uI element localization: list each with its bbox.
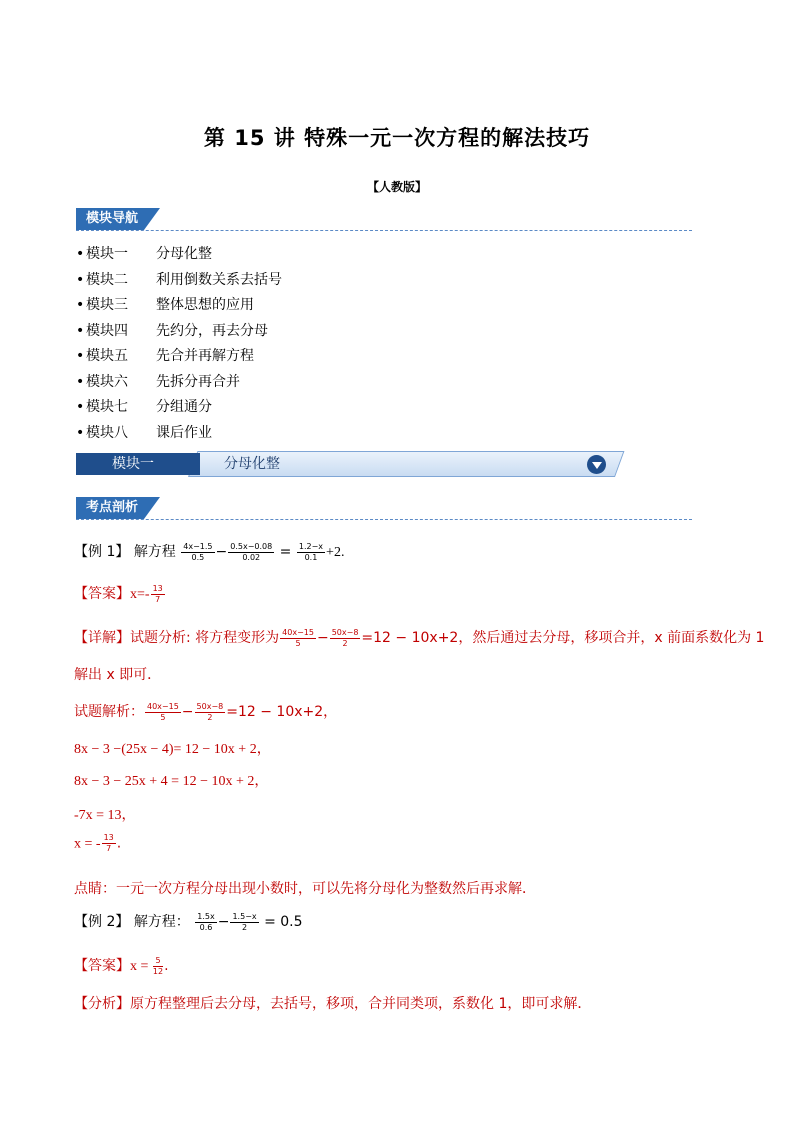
edition-label: 【人教版】 xyxy=(366,180,427,194)
example2-prompt: 解方程： xyxy=(133,914,190,930)
example1-label: 【例 1】 xyxy=(74,544,130,560)
section-tag xyxy=(76,497,160,519)
detail-label: 【详解】 xyxy=(74,630,130,646)
module-topic: 先拆分再合并 xyxy=(156,373,240,390)
example1-fraction-1: $\frac{4x-1.5}{0.5}$ xyxy=(183,541,213,562)
module-number: 模块七 xyxy=(86,399,128,415)
bullet-icon: • xyxy=(76,399,85,415)
chevron-down-icon[interactable] xyxy=(587,455,606,474)
solution-fraction-1: $\frac{40x-15}{5}$ xyxy=(147,701,179,722)
answer-label: 【答案】 xyxy=(74,586,130,602)
module-topic: 利用倒数关系去括号 xyxy=(156,271,282,288)
module-topic: 整体思想的应用 xyxy=(156,297,254,313)
module-list-item[interactable] xyxy=(76,370,282,396)
module-list-item[interactable] xyxy=(76,293,282,319)
example1-fraction-3: $\frac{1.2-x}{0.1}$ xyxy=(298,541,324,562)
answer2-label: 【答案】 xyxy=(74,958,130,974)
example2-label: 【例 2】 xyxy=(74,914,130,930)
example1-detail-cont: 解出 x 即可． xyxy=(74,667,162,683)
module-number: 模块四 xyxy=(86,322,128,339)
bullet-icon: • xyxy=(76,348,85,364)
module-list xyxy=(76,242,282,446)
solution-step-4: x = - $\frac{13}{7}$ . xyxy=(74,833,122,853)
module-banner[interactable] xyxy=(76,451,615,477)
module-number: 模块五 xyxy=(86,348,128,364)
module-number: 模块六 xyxy=(86,373,128,390)
module-list-item[interactable] xyxy=(76,421,282,447)
solution-step-1: 8x − 3 −(25x − 4)= 12 − 10x + 2， xyxy=(74,742,271,757)
answer2-fraction: $\frac{5}{12}$ xyxy=(152,955,164,976)
solution-fraction-2: $\frac{50x-8}{2}$ xyxy=(196,701,224,722)
detail-fraction-2: $\frac{50x-8}{2}$ xyxy=(331,627,359,648)
module-number: 模块三 xyxy=(86,297,128,313)
detail-fraction-1: $\frac{40x-15}{5}$ xyxy=(282,627,314,648)
module-topic: 课后作业 xyxy=(156,424,212,441)
bullet-icon: • xyxy=(76,424,85,441)
example1-prompt: 解方程 xyxy=(133,544,176,560)
example2-fraction-1: $\frac{1.5x}{0.6}$ xyxy=(197,911,215,932)
nav-divider xyxy=(76,230,692,231)
section-tag-tail xyxy=(144,497,160,519)
example2-answer: 【答案】x = $\frac{5}{12}$ . xyxy=(74,955,169,976)
module-topic: 分组通分 xyxy=(156,399,212,415)
step4-fraction: $\frac{13}{7}$ xyxy=(103,833,114,853)
example1-fraction-2: $\frac{0.5x-0.08}{0.02}$ xyxy=(230,541,273,562)
module-list-item[interactable] xyxy=(76,319,282,345)
nav-tag-label: 模块导航 xyxy=(76,208,144,230)
module-number: 模块二 xyxy=(86,271,128,288)
bullet-icon: • xyxy=(76,373,85,390)
example1-detail: 【详解】试题分析: 将方程变形为 $\frac{40x-15}{5}$ − $\frac{50x-8}{2}$ =12 − 10x+2，然后通过去分母，移项合并，x 前面系数化为 1 xyxy=(74,627,765,648)
module-number: 模块一 xyxy=(86,246,128,262)
nav-tag xyxy=(76,208,160,230)
bullet-icon: • xyxy=(76,322,85,339)
example1-remark: 点睛：一元一次方程分母出现小数时，可以先将分母化为整数然后再求解． xyxy=(74,881,536,897)
module-list-item[interactable] xyxy=(76,344,282,370)
module-number: 模块八 xyxy=(86,424,128,441)
module-banner-tab: 模块一 xyxy=(76,453,200,475)
example2-question: 【例 2】 解方程： $\frac{1.5x}{0.6}$ − $\frac{1.5-x}{2}$ = 0.5 xyxy=(74,911,303,932)
page-title: 第 15 讲 特殊一元一次方程的解法技巧 xyxy=(203,126,591,150)
solution-step-2: 8x − 3 − 25x + 4 = 12 − 10x + 2， xyxy=(74,774,269,789)
module-banner-title: 分母化整 xyxy=(224,456,280,472)
example1-answer: 【答案】x=- $\frac{13}{7}$ xyxy=(74,583,163,604)
example1-question: 【例 1】 解方程 $\frac{4x-1.5}{0.5}$ − $\frac{0.5x-0.08}{0.02}$ = $\frac{1.2-x}{0.1}$ +2. xyxy=(74,541,345,562)
solution-step-3: -7x = 13， xyxy=(74,808,136,823)
module-topic: 先约分，再去分母 xyxy=(156,322,268,339)
module-list-item[interactable] xyxy=(76,395,282,421)
solution-label: 试题解析： xyxy=(74,704,144,720)
module-list-item[interactable] xyxy=(76,242,282,268)
answer-fraction: $\frac{13}{7}$ xyxy=(152,583,163,604)
section-tag-label: 考点剖析 xyxy=(76,497,144,519)
bullet-icon: • xyxy=(76,246,85,262)
bullet-icon: • xyxy=(76,297,85,313)
analysis-label: 【分析】 xyxy=(74,996,130,1012)
example2-fraction-2: $\frac{1.5-x}{2}$ xyxy=(232,911,257,932)
module-topic: 分母化整 xyxy=(156,246,212,262)
example1-solution: 试题解析： $\frac{40x-15}{5}$ − $\frac{50x-8}{2}$ =12 − 10x+2， xyxy=(74,701,338,722)
section-divider xyxy=(76,519,692,520)
example2-analysis: 【分析】原方程整理后去分母，去括号，移项，合并同类项，系数化 1，即可求解． xyxy=(74,996,592,1012)
module-topic: 先合并再解方程 xyxy=(156,348,254,364)
module-list-item[interactable] xyxy=(76,268,282,294)
bullet-icon: • xyxy=(76,271,85,288)
nav-tag-tail xyxy=(144,208,160,230)
